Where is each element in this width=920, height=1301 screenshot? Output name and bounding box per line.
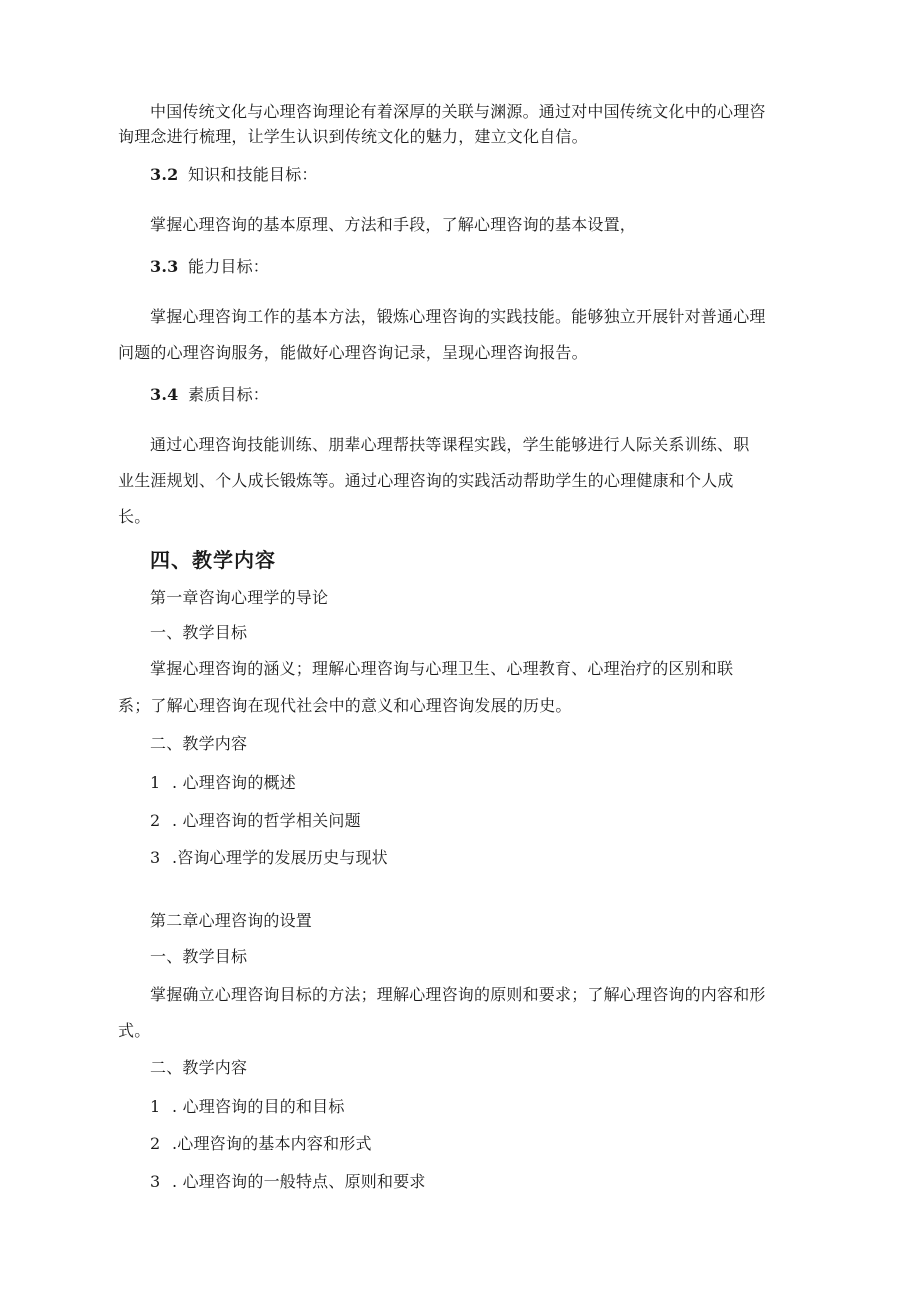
section-3-4-number: 3.4 xyxy=(150,385,179,404)
section-3-3-title: 能力目标： xyxy=(188,257,270,276)
item-number: 2 xyxy=(150,811,161,830)
section-3-4-line-3: 长。 xyxy=(118,507,151,526)
chapter-1-item-3 xyxy=(150,847,388,869)
section-3-4-line-2: 业生涯规划、个人成长锻炼等。通过心理咨询的实践活动帮助学生的心理健康和个人成 xyxy=(118,471,734,490)
section-3-3-line-2: 问题的心理咨询服务，能做好心理咨询记录，呈现心理咨询报告。 xyxy=(118,343,588,362)
intro-line-2: 询理念进行梳理，让学生认识到传统文化的魅力，建立文化自信。 xyxy=(118,127,588,146)
item-number: 2 xyxy=(150,1134,161,1153)
section-3-3-heading xyxy=(150,256,269,278)
chapter-2-content-heading: 二、教学内容 xyxy=(150,1058,248,1077)
chapter-2-goal-line-2: 式。 xyxy=(118,1021,151,1040)
section-3-2-body: 掌握心理咨询的基本原理、方法和手段，了解心理咨询的基本设置， xyxy=(150,215,637,234)
item-number: 1 xyxy=(150,773,161,792)
intro-line-1: 中国传统文化与心理咨询理论有着深厚的关联与渊源。通过对中国传统文化中的心理咨 xyxy=(150,102,766,121)
chapter-1-content-heading: 二、教学内容 xyxy=(150,734,248,753)
chapter-2-item-3 xyxy=(150,1171,426,1193)
chapter-1-goal-line-2: 系；了解心理咨询在现代社会中的意义和心理咨询发展的历史。 xyxy=(118,696,572,715)
section-3-2-heading xyxy=(150,164,318,186)
item-number: 1 xyxy=(150,1097,161,1116)
item-text: . 心理咨询的目的和目标 xyxy=(172,1097,345,1116)
item-number: 3 xyxy=(150,1172,161,1191)
section-3-4-line-1: 通过心理咨询技能训练、朋辈心理帮扶等课程实践，学生能够进行人际关系训练、职 xyxy=(150,435,750,454)
section-4-title: 四、教学内容 xyxy=(150,548,276,572)
section-3-4-heading xyxy=(150,384,269,406)
chapter-2-goal-heading: 一、教学目标 xyxy=(150,947,248,966)
chapter-1-goal-heading: 一、教学目标 xyxy=(150,623,248,642)
section-3-3-line-1: 掌握心理咨询工作的基本方法，锻炼心理咨询的实践技能。能够独立开展针对普通心理 xyxy=(150,307,766,326)
item-text: . 心理咨询的哲学相关问题 xyxy=(172,811,361,830)
chapter-1-item-1 xyxy=(150,772,296,794)
chapter-2-goal-line-1: 掌握确立心理咨询目标的方法；理解心理咨询的原则和要求；了解心理咨询的内容和形 xyxy=(150,985,766,1004)
section-3-4-title: 素质目标： xyxy=(188,385,270,404)
chapter-2-title: 第二章心理咨询的设置 xyxy=(150,911,313,930)
chapter-2-item-1 xyxy=(150,1096,345,1118)
section-3-3-number: 3.3 xyxy=(150,257,179,276)
chapter-1-item-2 xyxy=(150,810,361,832)
section-3-2-number: 3.2 xyxy=(150,165,179,184)
item-text: . 心理咨询的概述 xyxy=(172,773,296,792)
item-text: . 心理咨询的一般特点、原则和要求 xyxy=(172,1172,426,1191)
item-number: 3 xyxy=(150,848,161,867)
item-text: .咨询心理学的发展历史与现状 xyxy=(172,848,388,867)
chapter-2-item-2 xyxy=(150,1133,372,1155)
chapter-1-goal-line-1: 掌握心理咨询的涵义；理解心理咨询与心理卫生、心理教育、心理治疗的区别和联 xyxy=(150,659,734,678)
item-text: .心理咨询的基本内容和形式 xyxy=(172,1134,372,1153)
section-3-2-title: 知识和技能目标： xyxy=(188,165,318,184)
chapter-1-title: 第一章咨询心理学的导论 xyxy=(150,588,329,607)
